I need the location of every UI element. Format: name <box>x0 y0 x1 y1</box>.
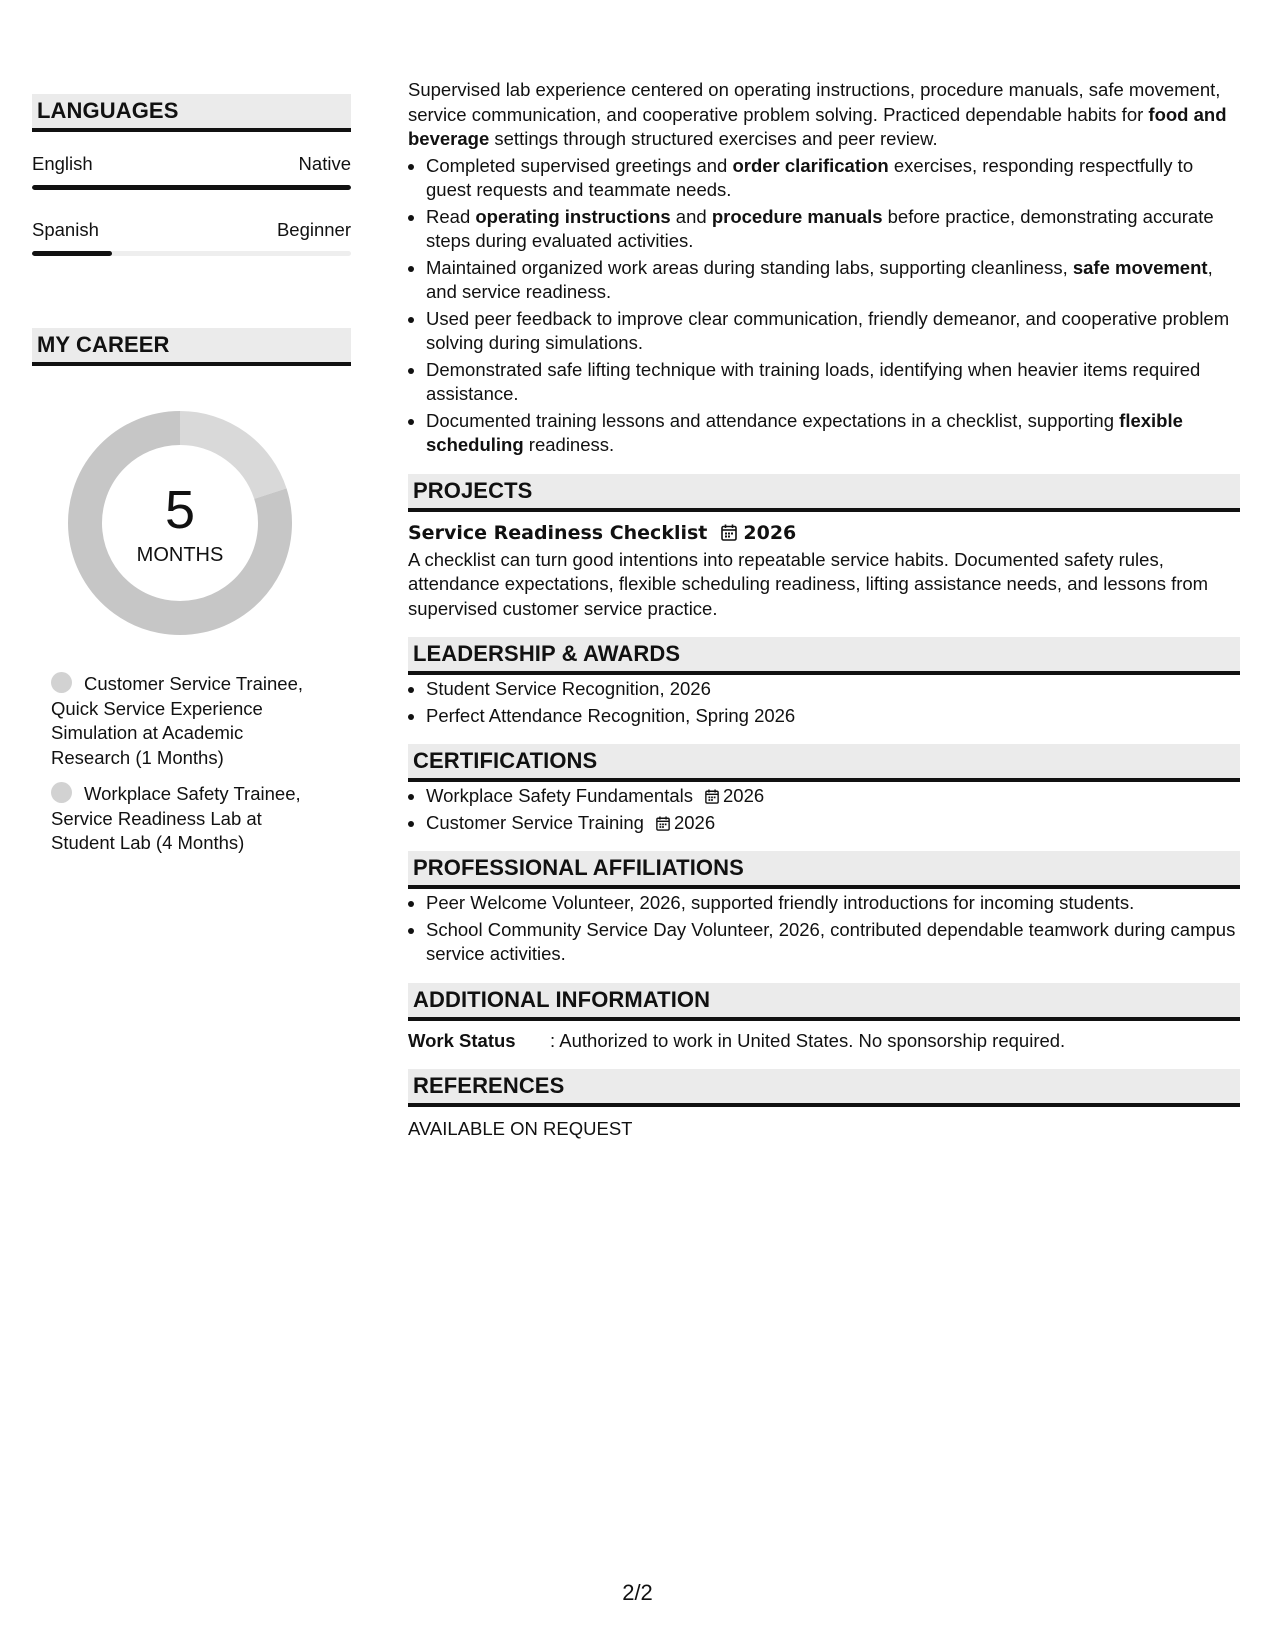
work-status-row <box>408 1029 1240 1054</box>
list-item <box>426 256 1240 305</box>
bullet-text: Demonstrated safe lifting technique with training loads, identifying when heavier items required assistance. <box>426 358 1201 404</box>
projects-heading: PROJECTS <box>408 474 1240 512</box>
language-proficiency-bar <box>32 185 351 190</box>
list-item <box>426 205 1240 254</box>
list-item <box>426 307 1240 356</box>
project-description: A checklist can turn good intentions into repeatable service habits. Documented safety rules, attendance expectations, flexible scheduling readiness, lifting assistance needs, and lessons from supervised customer service practice. <box>408 548 1209 619</box>
projects-section <box>408 474 1240 622</box>
bullet-bold-text: procedure manuals <box>711 205 883 227</box>
summary-text: Supervised lab experience centered on operating instructions, procedure manuals, safe movement, service communication, and cooperative problem solving. Practiced dependable habits for <box>408 79 1221 125</box>
language-level: Beginner <box>276 219 351 240</box>
language-name: Spanish <box>32 219 99 240</box>
bullet-text: Read <box>426 205 476 227</box>
references-section <box>408 1069 1240 1142</box>
bullet-text: exercises, responding respectfully to guest requests and teammate needs. <box>426 154 1194 200</box>
calendar-icon <box>705 789 719 804</box>
list-item <box>426 358 1240 407</box>
certification-year: 2026 <box>673 811 716 833</box>
bullet-bold-text: order clarification <box>732 154 889 176</box>
bullet-bold-text: safe movement <box>1072 256 1208 278</box>
certification-name: Customer Service Training <box>426 811 644 833</box>
summary-text: settings through structured exercises and peer review. <box>489 128 938 149</box>
page-number: 2/2 <box>622 1580 653 1605</box>
list-item: • Peer Welcome Volunteer, 2026, supported friendly introductions for incoming students. <box>426 891 1240 916</box>
career-total-number: 5 <box>164 480 196 540</box>
career-total-unit: MONTHS <box>136 544 224 566</box>
list-item: • Student Service Recognition, 2026 <box>426 677 1240 702</box>
calendar-icon <box>721 524 737 541</box>
certifications-section <box>408 744 1240 835</box>
bullet-text: Completed supervised greetings and <box>426 154 733 176</box>
language-proficiency-bar <box>32 251 351 256</box>
leadership-list <box>408 677 1240 728</box>
references-text: AVAILABLE ON REQUEST <box>408 1118 633 1139</box>
experience-bullets <box>408 154 1240 458</box>
affiliations-section <box>408 851 1240 967</box>
languages-heading: LANGUAGES <box>32 94 351 132</box>
bullet-bold-text: flexible scheduling <box>426 409 1183 455</box>
career-item-text: Customer Service Trainee, Quick Service Experience Simulation at Academic Research (1 Months) <box>51 673 304 768</box>
language-item <box>32 152 351 190</box>
list-item <box>426 154 1240 203</box>
certifications-heading: CERTIFICATIONS <box>408 744 1240 782</box>
certification-year: 2026 <box>723 785 765 806</box>
work-status-label: Work Status <box>408 1029 516 1051</box>
work-status-value: : Authorized to work in United States. No sponsorship required. <box>550 1029 1066 1051</box>
career-list <box>51 672 311 856</box>
leadership-section <box>408 637 1240 728</box>
career-item-text: Workplace Safety Trainee, Service Readiness Lab at Student Lab (4 Months) <box>51 783 301 853</box>
list-item <box>426 811 1240 836</box>
bullet-bold-text: operating instructions <box>475 205 671 227</box>
bullet-text: readiness. <box>523 434 615 455</box>
language-item <box>32 218 351 256</box>
list-item <box>426 784 1240 809</box>
language-proficiency-fill <box>32 251 112 256</box>
bullet-text: Used peer feedback to improve clear communication, friendly demeanor, and cooperative problem solving during simulations. <box>426 307 1230 353</box>
list-item <box>426 409 1240 458</box>
additional-heading: ADDITIONAL INFORMATION <box>408 983 1240 1021</box>
affiliations-list <box>408 891 1240 967</box>
language-name: English <box>32 153 93 174</box>
project-title: Service Readiness Checklist <box>408 521 708 544</box>
list-item: • School Community Service Day Volunteer, 2026, contributed dependable teamwork during campus service activities. <box>426 918 1240 967</box>
career-dot-icon <box>51 782 72 803</box>
affiliations-heading: PROFESSIONAL AFFILIATIONS <box>408 851 1240 889</box>
bullet-text: Documented training lessons and attendance expectations in a checklist, supporting <box>426 409 1120 431</box>
bullet-text: before practice, demonstrating accurate steps during evaluated activities. <box>426 205 1214 251</box>
leadership-heading: LEADERSHIP & AWARDS <box>408 637 1240 675</box>
project-title-row <box>408 520 1240 546</box>
right-column <box>408 78 1240 1142</box>
calendar-icon <box>656 816 670 831</box>
project-year: 2026 <box>743 521 797 544</box>
additional-section <box>408 983 1240 1054</box>
left-column <box>32 94 351 868</box>
career-dot-icon <box>51 672 72 693</box>
career-donut-chart <box>67 410 293 636</box>
summary-bold-text: food and beverage <box>408 103 1227 149</box>
language-proficiency-fill <box>32 185 351 190</box>
career-item <box>51 672 311 770</box>
bullet-text: , and service readiness. <box>426 256 1213 302</box>
experience-summary <box>408 78 1240 152</box>
career-heading: MY CAREER <box>32 328 351 366</box>
language-level: Native <box>298 153 351 174</box>
certification-name: Workplace Safety Fundamentals <box>426 785 694 806</box>
references-heading: REFERENCES <box>408 1069 1240 1107</box>
career-item <box>51 782 311 856</box>
list-item: • Perfect Attendance Recognition, Spring 2026 <box>426 704 1240 729</box>
bullet-text: and <box>670 205 712 227</box>
bullet-text: Maintained organized work areas during standing labs, supporting cleanliness, <box>426 256 1073 278</box>
certifications-list <box>408 784 1240 835</box>
